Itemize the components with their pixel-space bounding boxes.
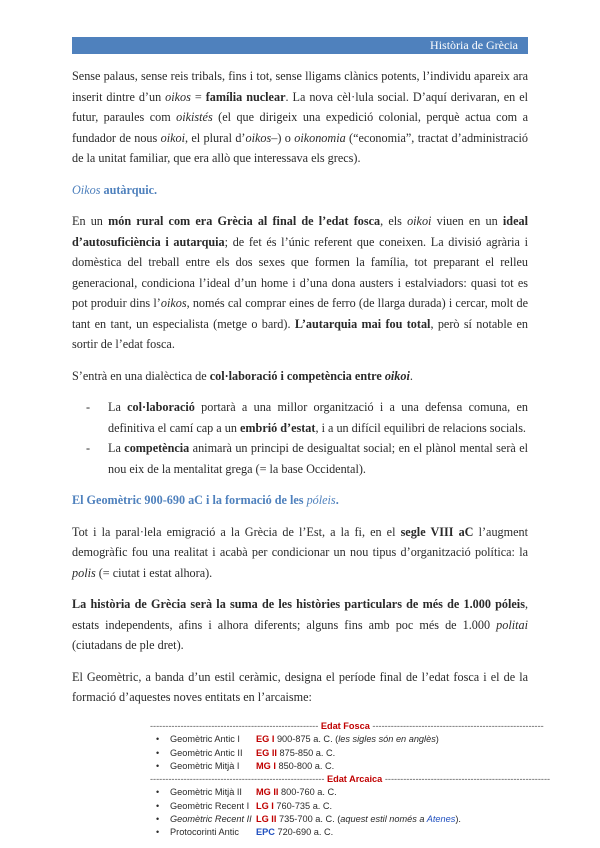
- bullet-icon: •: [156, 787, 160, 798]
- bullet-icon: •: [156, 800, 160, 811]
- period-table: [150, 720, 551, 840]
- bullet-icon: •: [156, 827, 160, 838]
- bullet-icon: •: [156, 734, 160, 745]
- bullet-icon: •: [156, 747, 160, 758]
- section-heading-geometric: El Geomètric 900-690 aC i la formació de les póleis.: [72, 493, 339, 507]
- header-bar: [72, 37, 528, 54]
- paragraph-polis: Tot i la paral·lela emigració a la Grècia de l’Est, a la fi, en el segle VIII aC l’augment demogràfic fou una realitat i acabà per condicionar un nou tipus d’organització política: la polis (= ciutat i estat alhora).: [72, 524, 528, 580]
- bullet-icon: •: [156, 814, 160, 825]
- paragraph-oikos: Sense palaus, sense reis tribals, fins i tot, sense lligams clànics potents, l’individu apareix ara inserit dintre d’un oikos = família nuclear. La nova cèl·lula social. D’aquí derivaran, en el futur, paraules com oikistés (el que dirigeix una expedició colonial, perquè actua com a fundador de nous oikoi, el plural d’oikos–) o oikonomia (“economia”, tractat d’administració de la unitat familiar, que era allò que interessava els grecs).: [72, 69, 529, 165]
- table-row: • Geomètric Mitjà II MG II 800-760 a. C.: [150, 786, 520, 799]
- paragraph-dialectica: S’entrà en una dialèctica de col·laboració i competència entre oikoi.: [72, 368, 413, 383]
- header-title: Història de Grècia: [430, 38, 518, 52]
- document-body: [72, 66, 528, 719]
- section-heading-oikos: Oikos autàrquic.: [72, 182, 158, 197]
- list-item: - La col·laboració portarà a una millor organització i a una defensa comuna, en definitiva el camí cap a un embrió d’estat, i a un difícil equilibri de relacions socials.: [86, 400, 528, 435]
- paragraph-poleis: La història de Grècia serà la suma de les històries particulars de més de 1.000 póleis, estats independents, afins i alhora diferents; alguns fins amb poc més de 1.000 politai (ciutadans de ple dret).: [72, 597, 528, 652]
- separator-edat-fosca: ------------------------------------------------------- Edat Fosca --------------------------------------------------------: [150, 721, 544, 731]
- table-row: • Geomètric Recent II LG II 735-700 a. C. (aquest estil només a Atenes).: [150, 813, 520, 826]
- table-row: • Geomètric Mitjà I MG I 850-800 a. C.: [150, 760, 520, 773]
- list-item: - La competència animarà un principi de desigualtat social; en el plànol mental serà el nou eix de la mentalitat grega (= la base Occidental).: [86, 441, 529, 476]
- paragraph-geometric: El Geomètric, a banda d’un estil ceràmic, designa el període final de l’edat fosca i el de la formació d’aquestes noves entitats en l’arcaisme:: [72, 669, 528, 704]
- separator-edat-arcaica: --------------------------------------------------------- Edat Arcaica ------------------------------------------------------: [150, 774, 551, 785]
- table-row: • Geomètric Antic II EG II 875-850 a. C.: [150, 747, 520, 760]
- table-row: • Geomètric Antic I EG I 900-875 a. C. (les sigles són en anglès): [150, 733, 520, 746]
- table-row: • Protocorinti Antic EPC 720-690 a. C.: [150, 826, 520, 839]
- paragraph-autarquia: En un món rural com era Grècia al final de l’edat fosca, els oikoi viuen en un ideal d’autosuficiència i autarquia; de fet és l’únic referent que coneixen. La divisió agrària i domèstica del treball entre els dos sexes que formen la família, tot preparant el relleu generacional, condiciona l’ideal d’un home i d’una dona austers i estalviadors: quasi tot es pot produir dins l’oikos, només cal comprar eines de ferro (de llarga durada) i cercar, molt de tant en tant, un especialista (metge o bard). L’autarquia mai fou total, però sí notable en sortir de l’edat fosca.: [72, 214, 529, 351]
- dash-list: [72, 397, 528, 479]
- table-row: • Geomètric Recent I LG I 760-735 a. C.: [150, 800, 520, 813]
- bullet-icon: •: [156, 760, 160, 771]
